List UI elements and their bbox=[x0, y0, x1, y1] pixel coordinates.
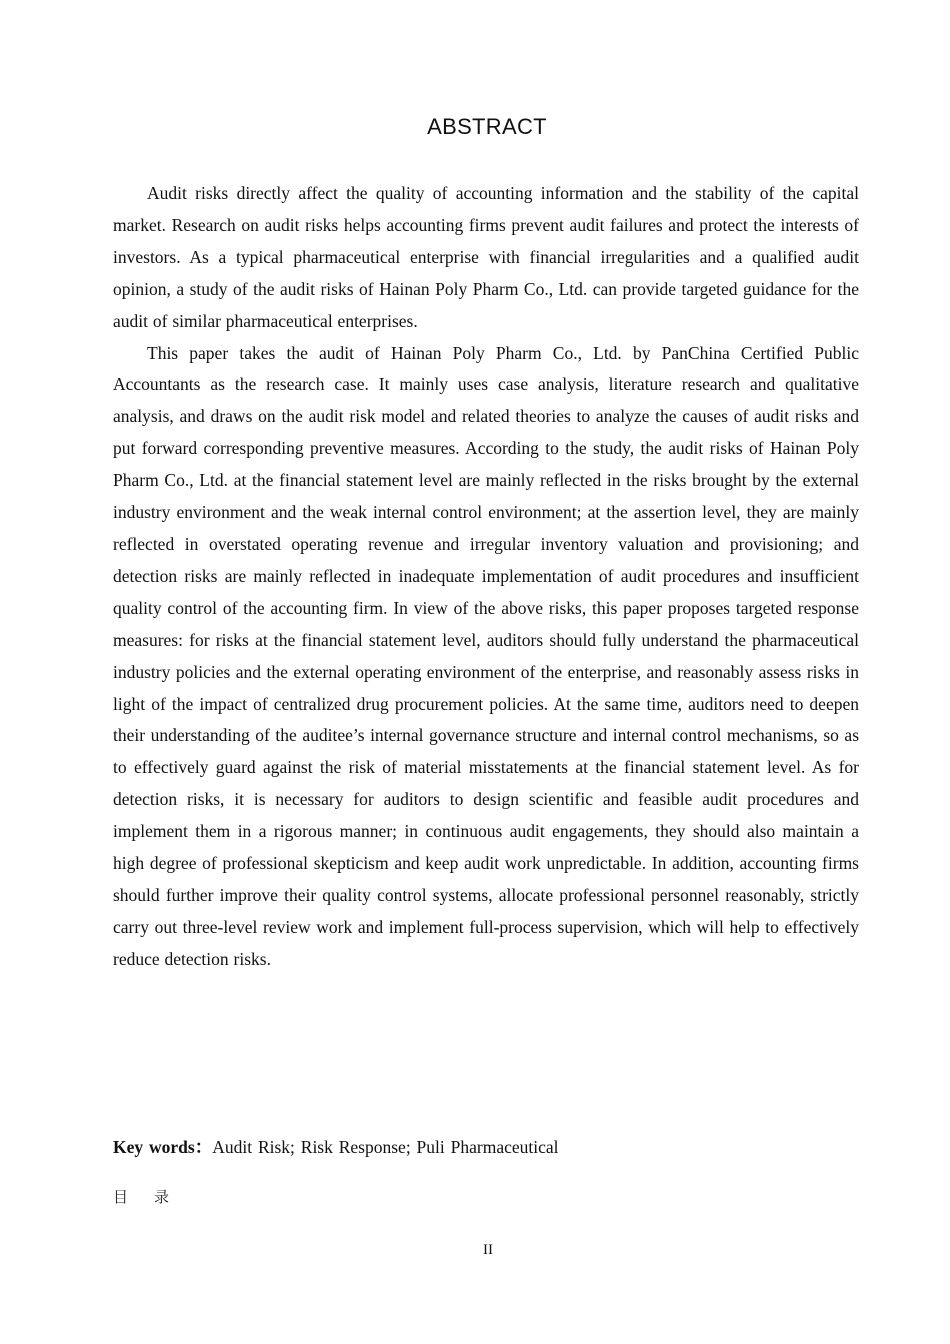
keywords-label: Key words： bbox=[113, 1137, 213, 1157]
abstract-paragraph-1: Audit risks directly affect the quality of accounting information and the stability of the capital market. Research on audit risks helps accounting firms prevent audit failures and protect the interests of investors. As a typical pharmaceutical enterprise with financial irregularities and a qualified audit opinion, a study of the audit risks of Hainan Poly Pharm Co., Ltd. can provide targeted guidance for the audit of similar pharmaceutical enterprises. bbox=[113, 183, 859, 331]
keywords-text: Audit Risk; Risk Response; Puli Pharmaceutical bbox=[212, 1137, 559, 1157]
toc-heading: 目录 bbox=[113, 1188, 196, 1206]
abstract-title: ABSTRACT bbox=[427, 114, 547, 139]
abstract-body bbox=[113, 178, 859, 976]
keywords-line bbox=[113, 1132, 859, 1162]
page-number: II bbox=[483, 1242, 493, 1258]
abstract-paragraph-2: This paper takes the audit of Hainan Poly Pharm Co., Ltd. by PanChina Certified Public Accountants as the research case. It mainly uses case analysis, literature research and qualitative analysis, and draws on the audit risk model and related theories to analyze the causes of audit risks and put forward corresponding preventive measures. According to the study, the audit risks of Hainan Poly Pharm Co., Ltd. at the financial statement level are mainly reflected in the risks brought by the external industry environment and the weak internal control environment; at the assertion level, they are mainly reflected in overstated operating revenue and irregular inventory valuation and provisioning; and detection risks are mainly reflected in inadequate implementation of audit procedures and insufficient quality control of the accounting firm. In view of the above risks, this paper proposes targeted response measures: for risks at the financial statement level, auditors should fully understand the pharmaceutical industry policies and the external operating environment of the enterprise, and reasonably assess risks in light of the impact of centralized drug procurement policies. At the same time, auditors need to deepen their understanding of the auditee’s internal governance structure and internal control mechanisms, so as to effectively guard against the risk of material misstatements at the financial statement level. As for detection risks, it is necessary for auditors to design scientific and feasible audit procedures and implement them in a rigorous manner; in continuous audit engagements, they should also maintain a high degree of professional skepticism and keep audit work unpredictable. In addition, accounting firms should further improve their quality control systems, allocate professional personnel reasonably, strictly carry out three-level review work and implement full-process supervision, which will help to effectively reduce detection risks. bbox=[113, 342, 859, 969]
